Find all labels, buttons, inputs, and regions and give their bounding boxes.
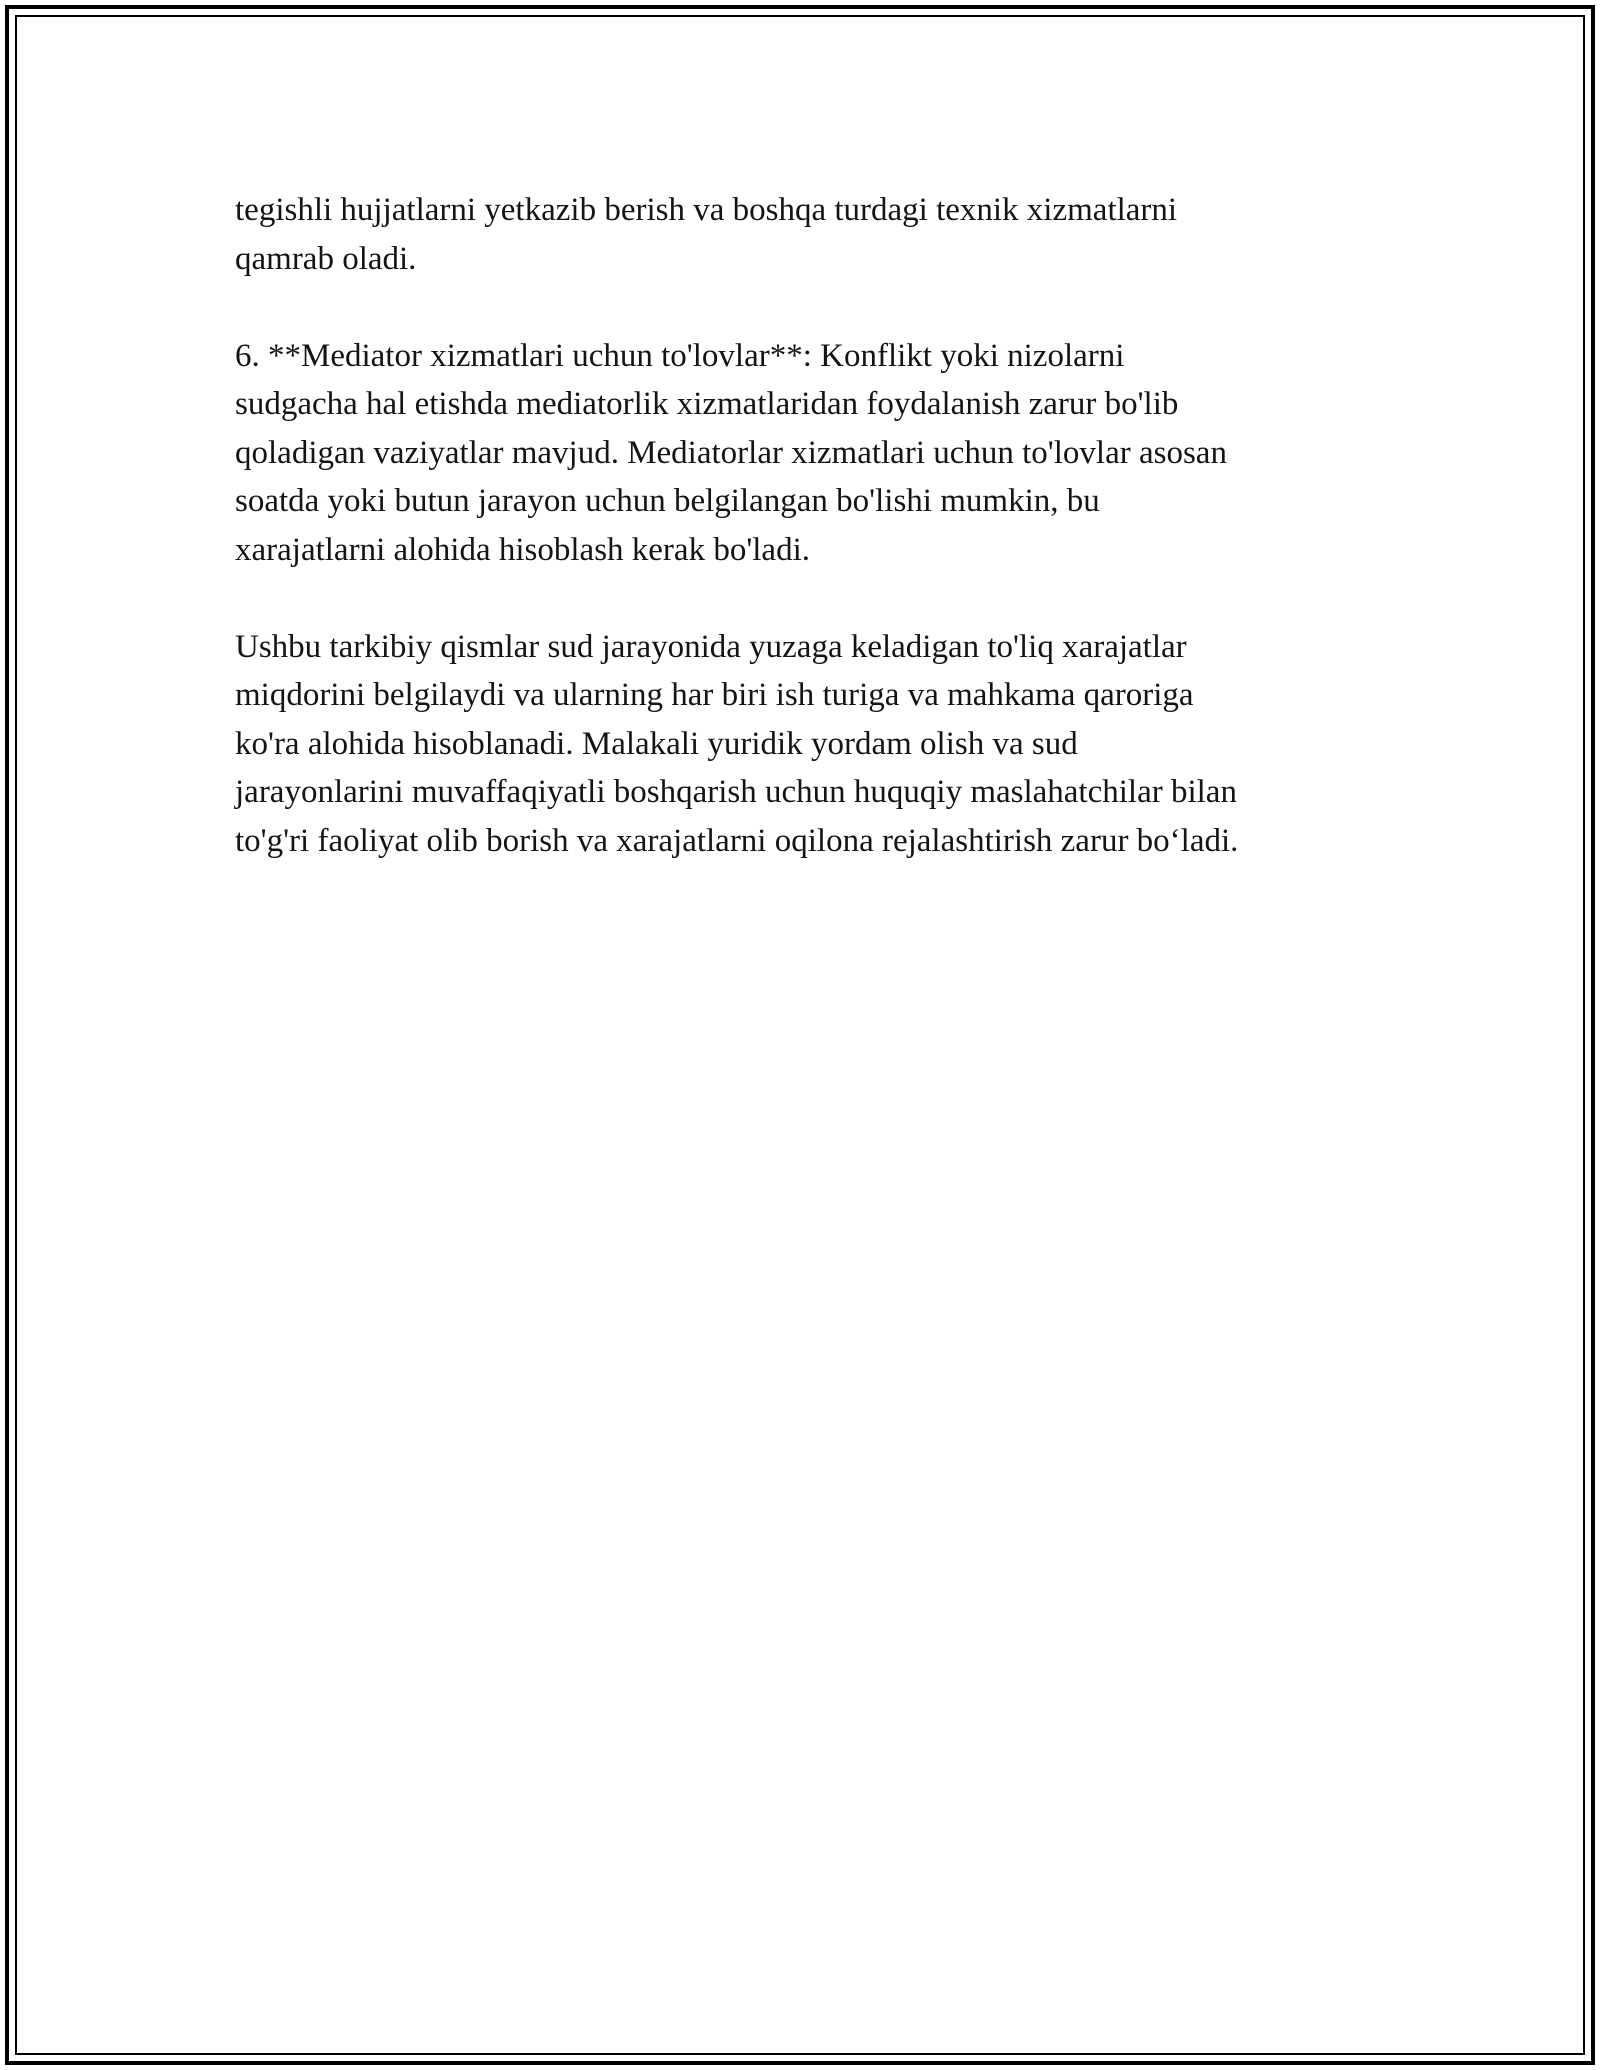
paragraph-continuation: tegishli hujjatlarni yetkazib berish va boshqa turdagi texnik xizmatlarni qamrab oladi. bbox=[235, 192, 1178, 277]
paragraph-mediator-fees: 6. **Mediator xizmatlari uchun to'lovlar**: Konflikt yoki nizolarni sudgacha hal etishda mediatorlik xizmatlaridan foydalanish zarur bo'lib qoladigan vaziyatlar mavjud. Mediatorlar xizmatlari uchun to'lovlar asosan soatda yoki butun jarayon uchun belgilangan bo'lishi mumkin, bu xarajatlarni alohida hisoblash kerak bo'ladi. bbox=[235, 337, 1227, 568]
paragraph-summary: Ushbu tarkibiy qismlar sud jarayonida yuzaga keladigan to'liq xarajatlar miqdorini belgilaydi va ularning har biri ish turiga va mahkama qaroriga ko'ra alohida hisoblanadi. Malakali yuridik yordam olish va sud jarayonlarini muvaffaqiyatli boshqarish uchun huquqiy maslahatchilar bilan to'g'ri faoliyat olib borish va xarajatlarni oqilona rejalashtirish zarur bo‘ladi. bbox=[235, 628, 1239, 859]
document-body bbox=[235, 186, 1365, 914]
